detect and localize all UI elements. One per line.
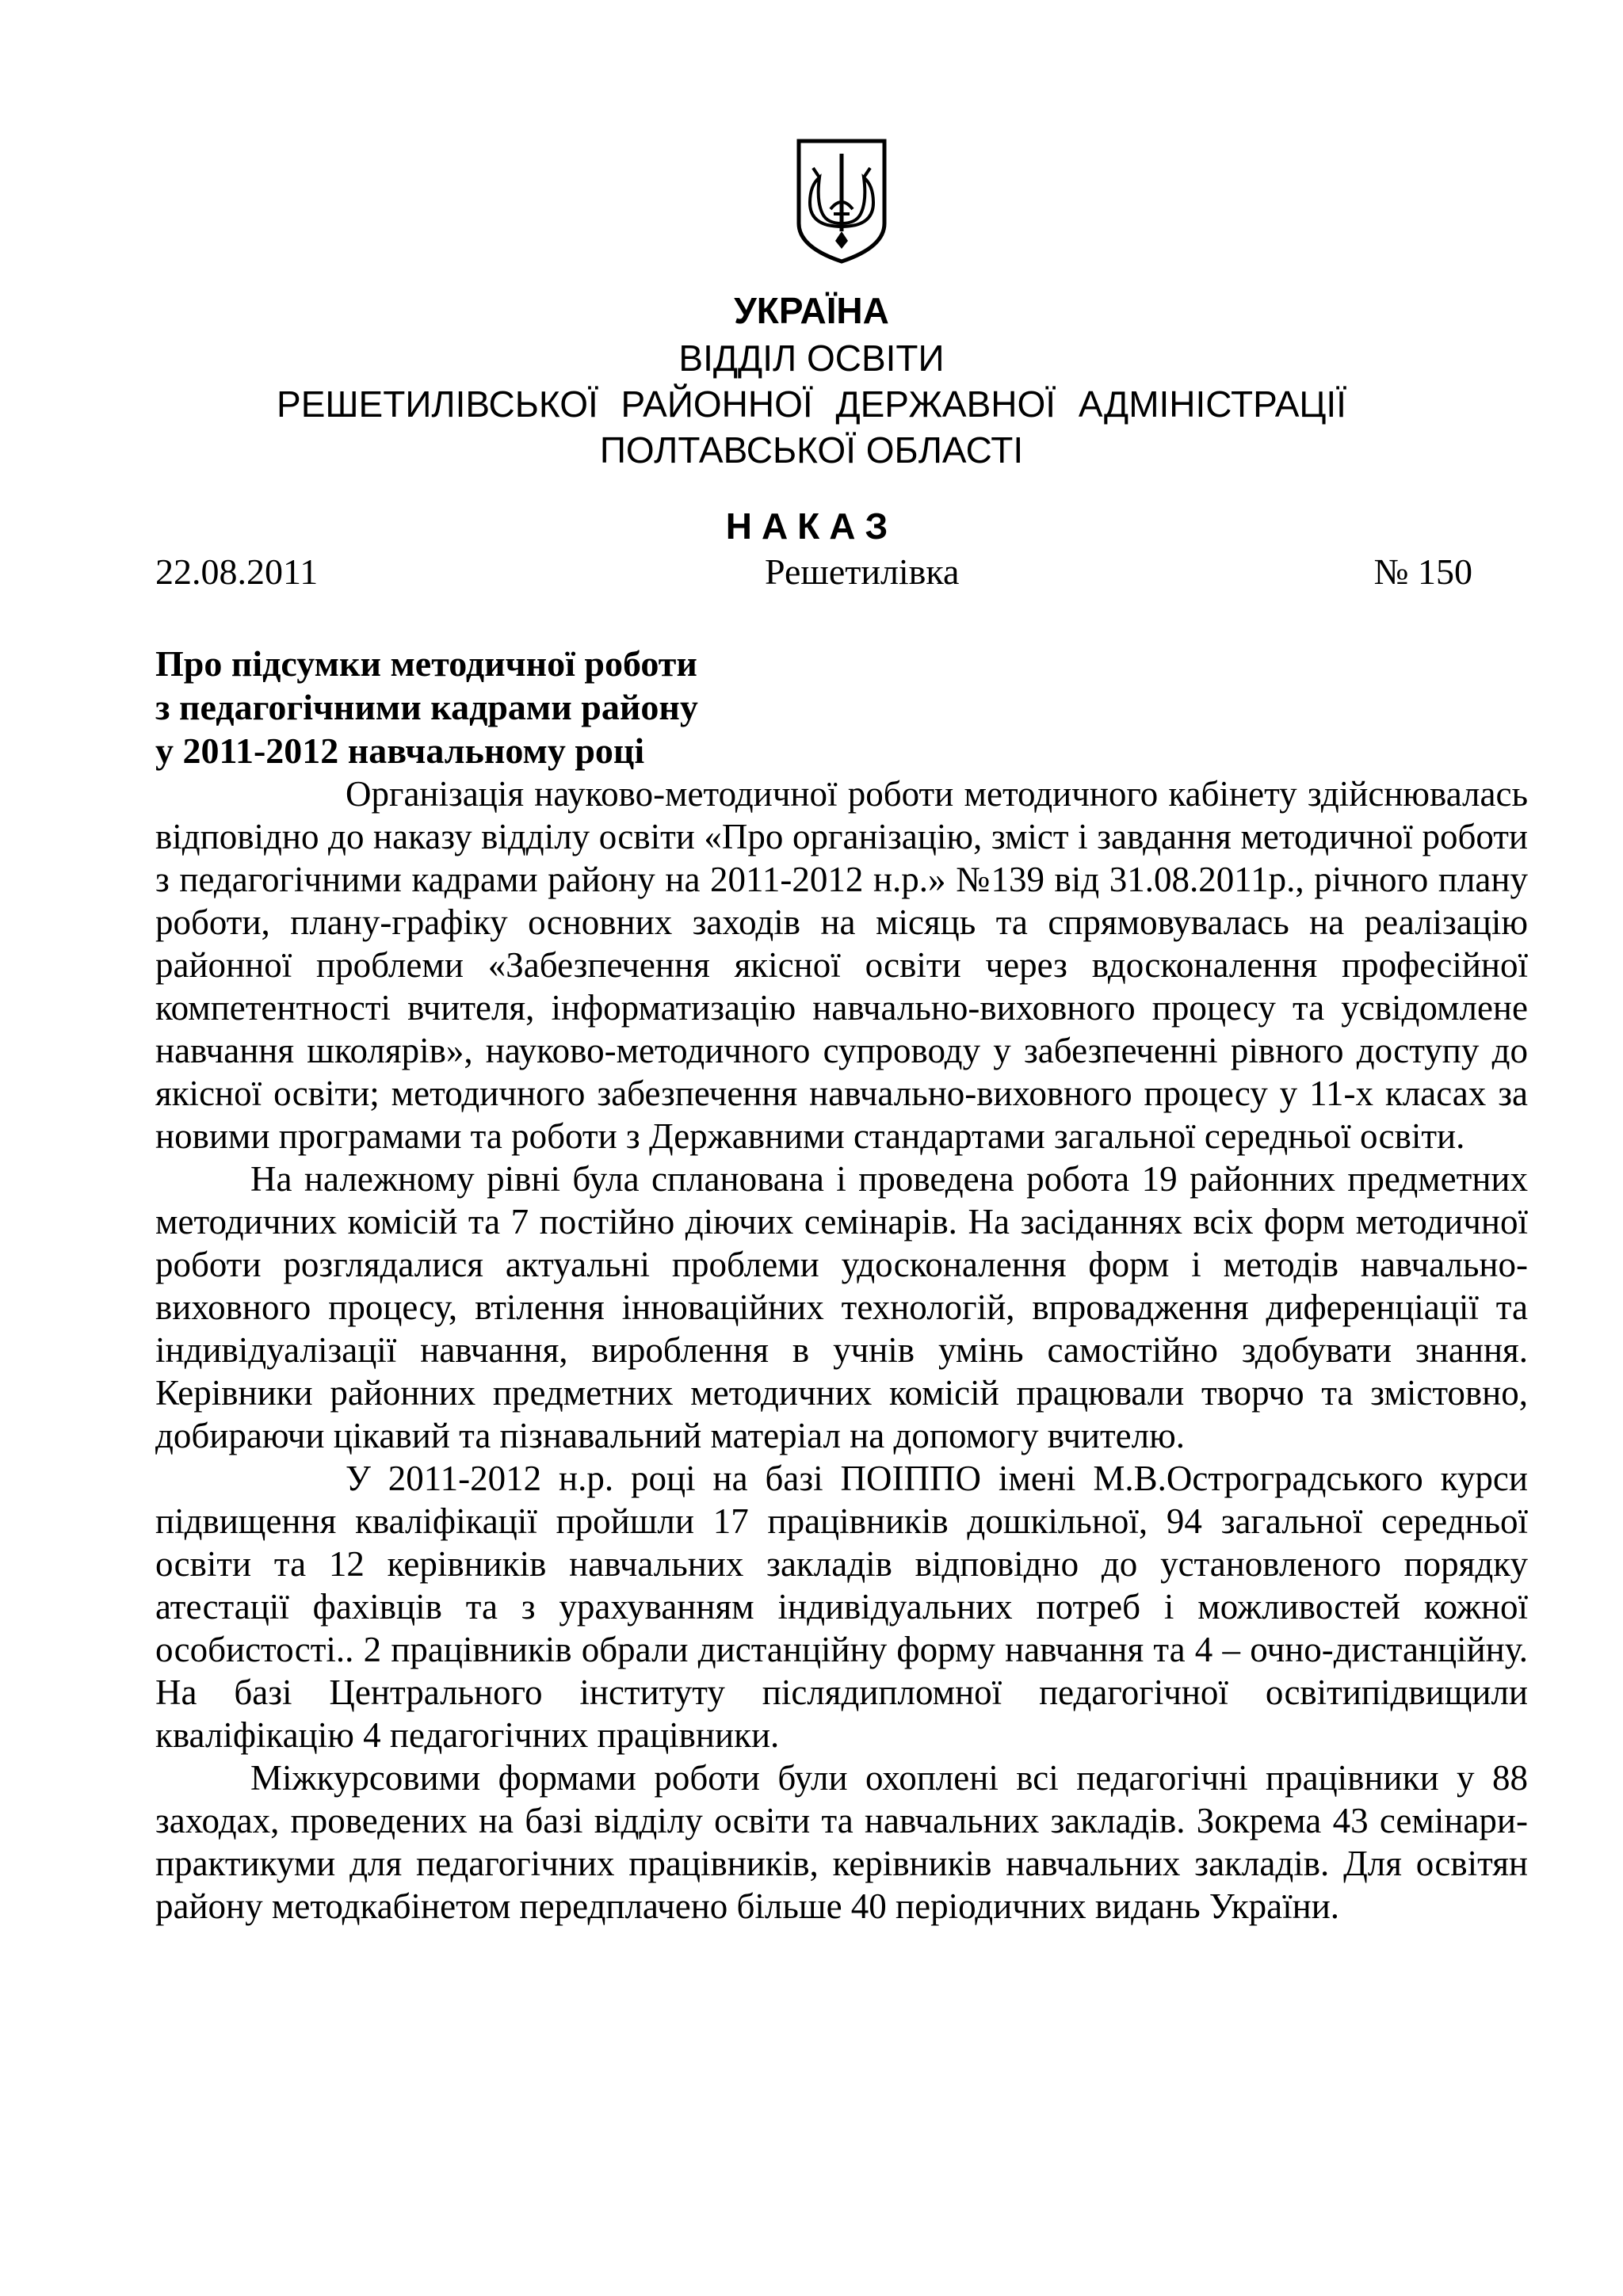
document-date: 22.08.2011 [155, 551, 319, 592]
coat-of-arms-icon [796, 138, 888, 265]
body-paragraph: У 2011-2012 н.р. році на базі ПОІППО імені М.В.Остроградського курси підвищення кваліфікації пройшли 17 працівників дошкільної, 94 загальної середньої освіти та 12 керівників навчальних закладів відповідно до установленого порядку атестації фахівців та з урахуванням індивідуальних потреб і можливостей кожної особистості.. 2 працівників обрали дистанційну форму навчання та 4 – очно-дистанційну. На базі Центрального інституту післядипломної педагогічної освітипідвищили кваліфікацію 4 педагогічних працівники. [155, 1459, 1528, 1755]
document-body [155, 772, 1528, 1928]
body-paragraph: Міжкурсовими формами роботи були охоплені всі педагогічні працівники у 88 заходах, проведених на базі відділу освіти та навчальних закладів. Зокрема 43 семінари-практикуми для педагогічних працівників, керівників навчальних закладів. Для освітян району методкабінетом передплачено більше 40 періодичних видань України. [155, 1758, 1528, 1926]
subject-line: з педагогічними кадрами району [155, 687, 698, 727]
country-name: УКРАЇНА [734, 290, 889, 331]
document-subject [155, 642, 698, 772]
subject-line: у 2011-2012 навчальному році [155, 730, 645, 771]
body-paragraph: На належному рівні була спланована і проведена робота 19 районних предметних методичних комісій та 7 постійно діючих семінарів. На засіданнях всіх форм методичної роботи розглядалися актуальні проблеми удосконалення форм і методів навчально-виховного процесу, втілення інноваційних технологій, впровадження диференціації та індивідуалізації навчання, вироблення в учнів умінь самостійно здобувати знання. Керівники районних предметних методичних комісій працювали творчо та змістовно, добираючи цікавий та пізнавальний матеріал на допомогу вчителю. [155, 1159, 1528, 1455]
region-name: ПОЛТАВСЬКОЇ ОБЛАСТІ [599, 429, 1024, 471]
document-type-title: НАКАЗ [725, 505, 898, 547]
body-paragraph: Організація науково-методичної роботи методичного кабінету здійснювалась відповідно до наказу відділу освіти «Про організацію, зміст і завдання методичної роботи з педагогічними кадрами району на 2011-2012 н.р.» №139 від 31.08.2011р., річного плану роботи, плану-графіку основних заходів на місяць та спрямовувалась на реалізацію районної проблеми «Забезпечення якісної освіти через вдосконалення професійної компетентності вчителя, інформатизацію навчально-виховного процесу та усвідомлене навчання школярів», науково-методичного супроводу у забезпеченні рівного доступу до якісної освіти; методичного забезпечення навчально-виховного процесу у 11-х класах за новими програмами та роботи з Державними стандартами загальної середньої освіти. [155, 774, 1528, 1156]
department-name: ВІДДІЛ ОСВІТИ [678, 338, 945, 379]
subject-line: Про підсумки методичної роботи [155, 643, 697, 684]
document-place: Решетилівка [765, 551, 960, 592]
administration-name: РЕШЕТИЛІВСЬКОЇ РАЙОННОЇ ДЕРЖАВНОЇ АДМІНІСТРАЦІЇ [277, 383, 1346, 425]
document-number: № 150 [1373, 551, 1472, 592]
